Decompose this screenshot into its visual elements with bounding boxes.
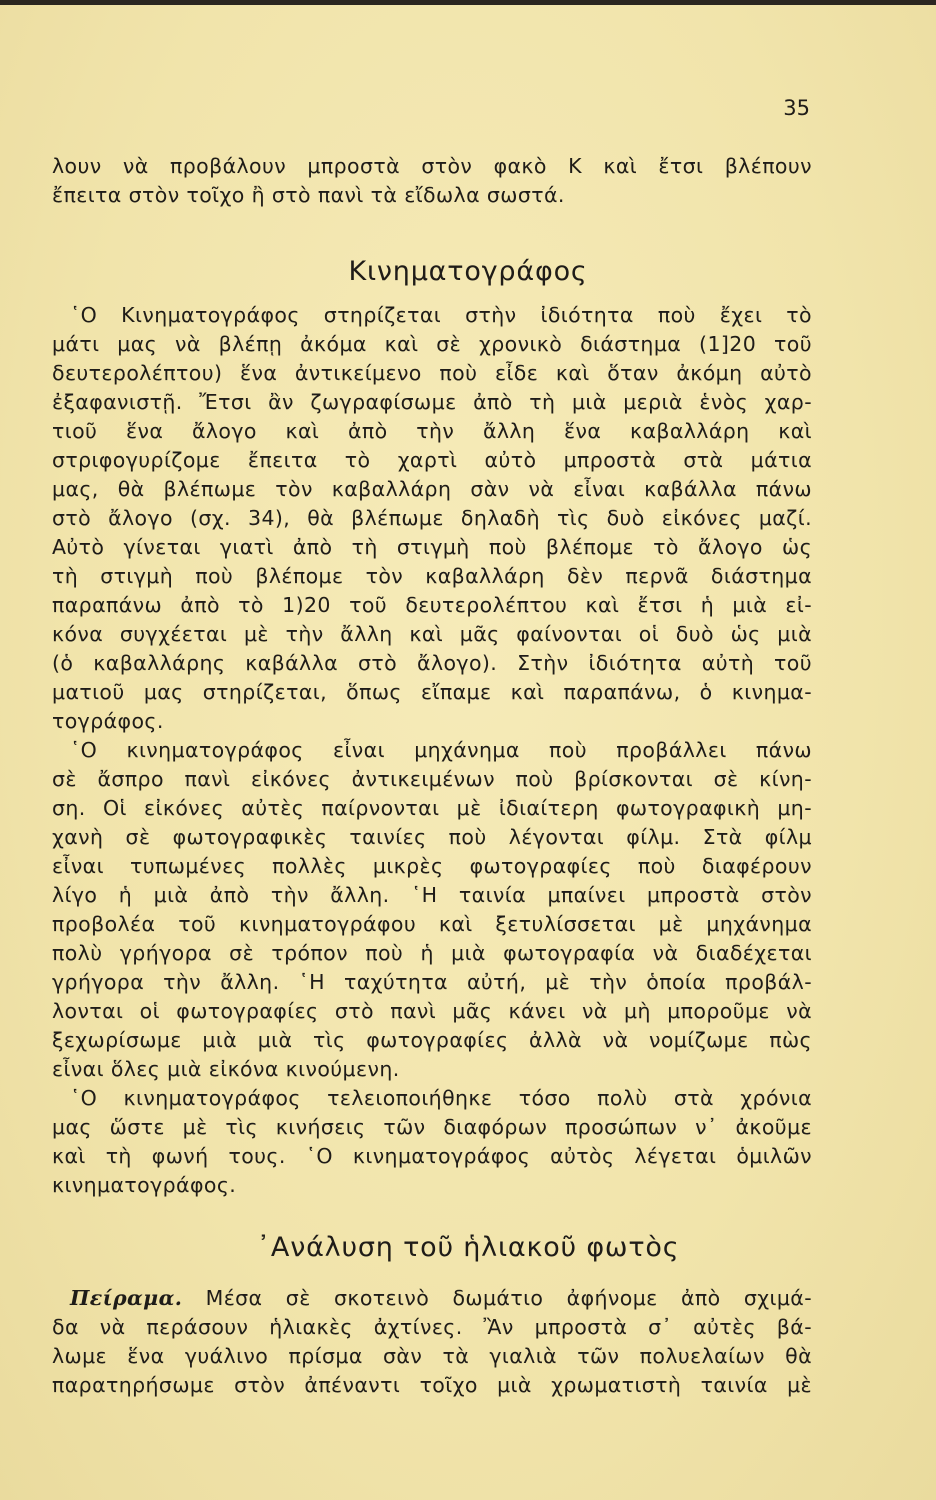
text-line: μας ὥστε μὲ τὶς κινήσεις τῶν διαφόρων προσώπων ν᾽ ἀκοῦμε — [52, 1115, 812, 1139]
text-line: χανὴ σὲ φωτογραφικὲς ταινίες ποὺ λέγονται φίλμ. Στὰ φίλμ — [52, 825, 812, 849]
text-line: τιοῦ ἕνα ἄλογο καὶ ἀπὸ τὴν ἄλλη ἕνα καβαλλάρη καὶ — [52, 419, 812, 443]
text-line: στὸ ἄλογο (σχ. 34), θὰ βλέπωμε δηλαδὴ τὶς δυὸ εἰκόνες μαζί. — [52, 506, 812, 530]
text-line: ἔπειτα στὸν τοῖχο ἢ στὸ πανὶ τὰ εἴδωλα σωστά. — [52, 183, 565, 207]
experiment-text: Μέσα σὲ σκοτεινὸ δωμάτιο ἀφήνομε ἀπὸ σχιμά- — [182, 1286, 812, 1310]
text-line: ῾Ο κινηματογράφος εἶναι μηχάνημα ποὺ προβάλλει πάνω — [70, 738, 812, 762]
experiment-label: Πείραμα. — [70, 1286, 183, 1310]
text-line: ματιοῦ μας στηρίζεται, ὅπως εἴπαμε καὶ παραπάνω, ὁ κινημα- — [52, 680, 812, 704]
top-edge-rule — [0, 0, 936, 5]
text-line: τογράφος. — [52, 709, 164, 733]
section-heading-cinema: Κινηματογράφος — [348, 256, 588, 287]
text-line: ῾Ο Κινηματογράφος στηρίζεται στὴν ἰδιότητα ποὺ ἔχει τὸ — [70, 303, 812, 327]
section-heading-sunlight-analysis: ᾽Ανάλυση τοῦ ἡλιακοῦ φωτὸς — [256, 1232, 680, 1263]
text-line: μάτι μας νὰ βλέπῃ ἀκόμα καὶ σὲ χρονικὸ διάστημα (1]20 τοῦ — [52, 332, 812, 356]
text-line: Αὐτὸ γίνεται γιατὶ ἀπὸ τὴ στιγμὴ ποὺ βλέπομε τὸ ἄλογο ὡς — [52, 535, 812, 559]
page-number: 35 — [783, 96, 810, 120]
text-line: παρατηρήσωμε στὸν ἀπέναντι τοῖχο μιὰ χρωματιστὴ ταινία μὲ — [52, 1373, 812, 1397]
text-line: τὴ στιγμὴ ποὺ βλέπομε τὸν καβαλλάρη δὲν περνᾶ διάστημα — [52, 564, 812, 588]
text-line: δευτερολέπτου) ἕνα ἀντικείμενο ποὺ εἶδε καὶ ὅταν ἀκόμη αὐτὸ — [52, 361, 812, 385]
text-line: λίγο ἡ μιὰ ἀπὸ τὴν ἄλλη. ῾Η ταινία μπαίνει μπροστὰ στὸν — [52, 883, 812, 907]
text-line: στριφογυρίζομε ἔπειτα τὸ χαρτὶ αὐτὸ μπροστὰ στὰ μάτια — [52, 448, 812, 472]
text-line-experiment — [70, 1286, 812, 1310]
text-line: προβολέα τοῦ κινηματογράφου καὶ ξετυλίσσεται μὲ μηχάνημα — [52, 912, 812, 936]
text-line: σὲ ἄσπρο πανὶ εἰκόνες ἀντικειμένων ποὺ βρίσκονται σὲ κίνη- — [52, 767, 812, 791]
text-line: λωμε ἕνα γυάλινο πρίσμα σὰν τὰ γιαλιὰ τῶν πολυελαίων θὰ — [52, 1344, 812, 1368]
text-line: ῾Ο κινηματογράφος τελειοποιήθηκε τόσο πολὺ στὰ χρόνια — [70, 1086, 812, 1110]
text-line: παραπάνω ἀπὸ τὸ 1)20 τοῦ δευτερολέπτου καὶ ἔτσι ἡ μιὰ εἰ- — [52, 593, 812, 617]
text-line: κινηματογράφος. — [52, 1173, 237, 1197]
text-line: ξεχωρίσωμε μιὰ μιὰ τὶς φωτογραφίες ἀλλὰ νὰ νομίζωμε πὼς — [52, 1028, 812, 1052]
text-line: λουν νὰ προβάλουν μπροστὰ στὸν φακὸ Κ καὶ ἔτσι βλέπουν — [52, 154, 812, 178]
text-line: γρήγορα τὴν ἄλλη. ῾Η ταχύτητα αὐτή, μὲ τὴν ὁποία προβάλ- — [52, 970, 812, 994]
text-line: καὶ τὴ φωνή τους. ῾Ο κινηματογράφος αὐτὸς λέγεται ὁμιλῶν — [52, 1144, 812, 1168]
text-line: εἶναι τυπωμένες πολλὲς μικρὲς φωτογραφίες ποὺ διαφέρουν — [52, 854, 812, 878]
text-line: πολὺ γρήγορα σὲ τρόπον ποὺ ἡ μιὰ φωτογραφία νὰ διαδέχεται — [52, 941, 812, 965]
text-line: μας, θὰ βλέπωμε τὸν καβαλλάρη σὰν νὰ εἶναι καβάλλα πάνω — [52, 477, 812, 501]
text-line: ση. Οἱ εἰκόνες αὐτὲς παίρνονται μὲ ἰδιαίτερη φωτογραφικὴ μη- — [52, 796, 812, 820]
text-line: δα νὰ περάσουν ἡλιακὲς ἀχτίνες. Ἂν μπροστὰ σ᾽ αὐτὲς βά- — [52, 1315, 812, 1339]
text-line: εἶναι ὅλες μιὰ εἰκόνα κινούμενη. — [52, 1057, 400, 1081]
text-line: ἐξαφανιστῇ. Ἔτσι ἂν ζωγραφίσωμε ἀπὸ τὴ μιὰ μεριὰ ἑνὸς χαρ- — [52, 390, 812, 414]
text-line: λονται οἱ φωτογραφίες στὸ πανὶ μᾶς κάνει νὰ μὴ μποροῦμε νὰ — [52, 999, 812, 1023]
text-line: κόνα συγχέεται μὲ τὴν ἄλλη καὶ μᾶς φαίνονται οἱ δυὸ ὡς μιὰ — [52, 622, 812, 646]
text-line: (ὁ καβαλλάρης καβάλλα στὸ ἄλογο). Στὴν ἰδιότητα αὐτὴ τοῦ — [52, 651, 812, 675]
